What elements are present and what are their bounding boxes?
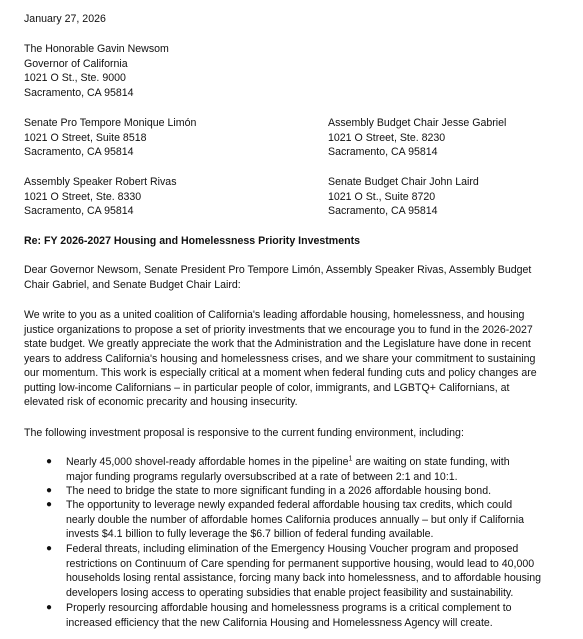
subject-line: Re: FY 2026-2027 Housing and Homelessness Priority Investments — [24, 235, 360, 247]
paragraph-line: years to address California's housing and homelessness crises, and we share your commitment to sustaining — [24, 352, 536, 365]
paragraph-line: putting low-income Californians – in particular people of color, immigrants, and LGBTQ+ Californians, at — [24, 381, 510, 394]
address-line: 1021 O Street, Ste. 8330 — [24, 190, 142, 203]
recipient-assembly-budget-chair — [328, 116, 506, 160]
address-line: Governor of California — [24, 57, 128, 70]
address-line: 1021 O Street, Ste. 8230 — [328, 131, 446, 144]
address-line: Assembly Speaker Robert Rivas — [24, 176, 177, 188]
recipient-senate-budget-chair — [328, 175, 479, 219]
bullet-marker-icon: ● — [46, 543, 53, 554]
paragraph-line: justice organizations to propose a set of priority investments that we encourage you to fund in the 2026-2027 — [24, 323, 533, 336]
address-line: 1021 O St., Suite 8720 — [328, 190, 436, 203]
address-line: Sacramento, CA 95814 — [328, 205, 438, 217]
address-line: 1021 O Street, Suite 8518 — [24, 131, 147, 144]
footnote-reference: 1 — [348, 455, 353, 463]
paragraph-line: state budget. We greatly appreciate the work that the Administration and the Legislature have done in recent — [24, 338, 531, 350]
letter-date: January 27, 2026 — [24, 13, 106, 25]
paragraph-line: our momentum. This work is especially critical at a moment when federal funding cuts and policy changes are — [24, 367, 537, 379]
bullet-marker-icon: ● — [46, 456, 53, 467]
address-line: Sacramento, CA 95814 — [24, 86, 134, 99]
bullet-marker-icon: ● — [46, 499, 53, 510]
paragraph-line: We write to you as a united coalition of California's leading affordable housing, homelessness, and housing — [24, 309, 525, 321]
recipient-assembly-speaker — [24, 175, 177, 219]
address-line: Sacramento, CA 95814 — [24, 205, 134, 217]
salutation: Dear Governor Newsom, Senate President Pro Tempore Limón, Assembly Speaker Rivas, Assembly Budget Chair Gabriel, and Senate Budget Chair Laird: — [24, 264, 532, 291]
intro-paragraph — [24, 308, 564, 410]
bullet-marker-icon: ● — [46, 485, 53, 496]
address-line: The Honorable Gavin Newsom — [24, 43, 169, 55]
recipient-governor — [24, 42, 169, 100]
recipient-senate-pro-tem — [24, 116, 196, 160]
address-line: Sacramento, CA 95814 — [24, 146, 134, 158]
address-line: Senate Budget Chair John Laird — [328, 176, 479, 188]
address-line: Sacramento, CA 95814 — [328, 146, 438, 158]
bullet-marker-icon: ● — [46, 602, 53, 613]
letter-page: January 27, 2026 The Honorable Gavin Newsom Governor of California 1021 O St., Ste. 9000 Sacramento, CA 95814 Senate Pro Tempore Monique Limón 1021 O Street, Suite 8518 Sacramento, CA 95814 Assembly Budget Chair Jesse Gabriel 1021 O Street, Ste. 8230 Sacramento, CA 95814 Assembly Speaker Robert Rivas 1021 O Street, Ste. 8330 Sacramento, CA 95814 Senate Budget Chair John Laird 1021 O St., Suite 8720 Sacramento, CA 95814 Re: FY 2026-2027 Housing and Homelessness Priority Investments Dear Governor Newsom, Senate President Pro Tempore Limón, Assembly Speaker Rivas, Assembly Budget Chair Gabriel, and Senate Budget Chair Laird: We write to you as a united coalition of California's leading affordable housing, homelessness, and housing justice organizations to propose a set of priority investments that we encourage you to fund in the 2026-2027 state budget. We greatly appreciate the work that the Administration and the Legislature have done in recent years to address California's housing and homelessness crises, and we share your commitment to sustaining our momentum. This work is especially critical at a moment when federal funding cuts and policy changes are putting low-income Californians – in particular people of color, immigrants, and LGBTQ+ Californians, at elevated risk of economic precarity and housing insecurity. The following investment proposal is responsive to the current funding environment, including: ● Nearly 45,000 shovel-ready affordable homes in the pipeline$^1$ are waiting on state funding, with major funding programs regularly oversubscribed at a rate of between 2:1 and 10:1. ● The need to bridge the state to more significant funding in a 2026 affordable housing bond. ● The opportunity to leverage newly expanded federal affordable housing tax credits, which could nearly double the number of affordable homes California produces annually – but only if California invests $4.1 billion to fully leverage the $6.7 billion of federal funding available. ● Federal threats, including elimination of the Emergency Housing Voucher program and proposed restrictions on Continuum of Care spending for permanent supportive housing, would lead to 40,000 households losing rental assistance, forcing many back into homelessness, and to affordable housing developers losing access to operating subsidies that enable project feasibility and sustainability. ● Properly resourcing affordable housing and homelessness programs is a critical complement to increased efficiency that the new California Housing and Homelessness Agency will create. — [0, 0, 583, 639]
address-line: Senate Pro Tempore Monique Limón — [24, 117, 197, 129]
address-line: Assembly Budget Chair Jesse Gabriel — [328, 117, 507, 129]
proposal-lead: The following investment proposal is responsive to the current funding environment, including: — [24, 427, 464, 439]
paragraph-line: elevated risk of economic precarity and housing insecurity. — [24, 396, 298, 408]
address-line: 1021 O St., Ste. 9000 — [24, 72, 126, 84]
